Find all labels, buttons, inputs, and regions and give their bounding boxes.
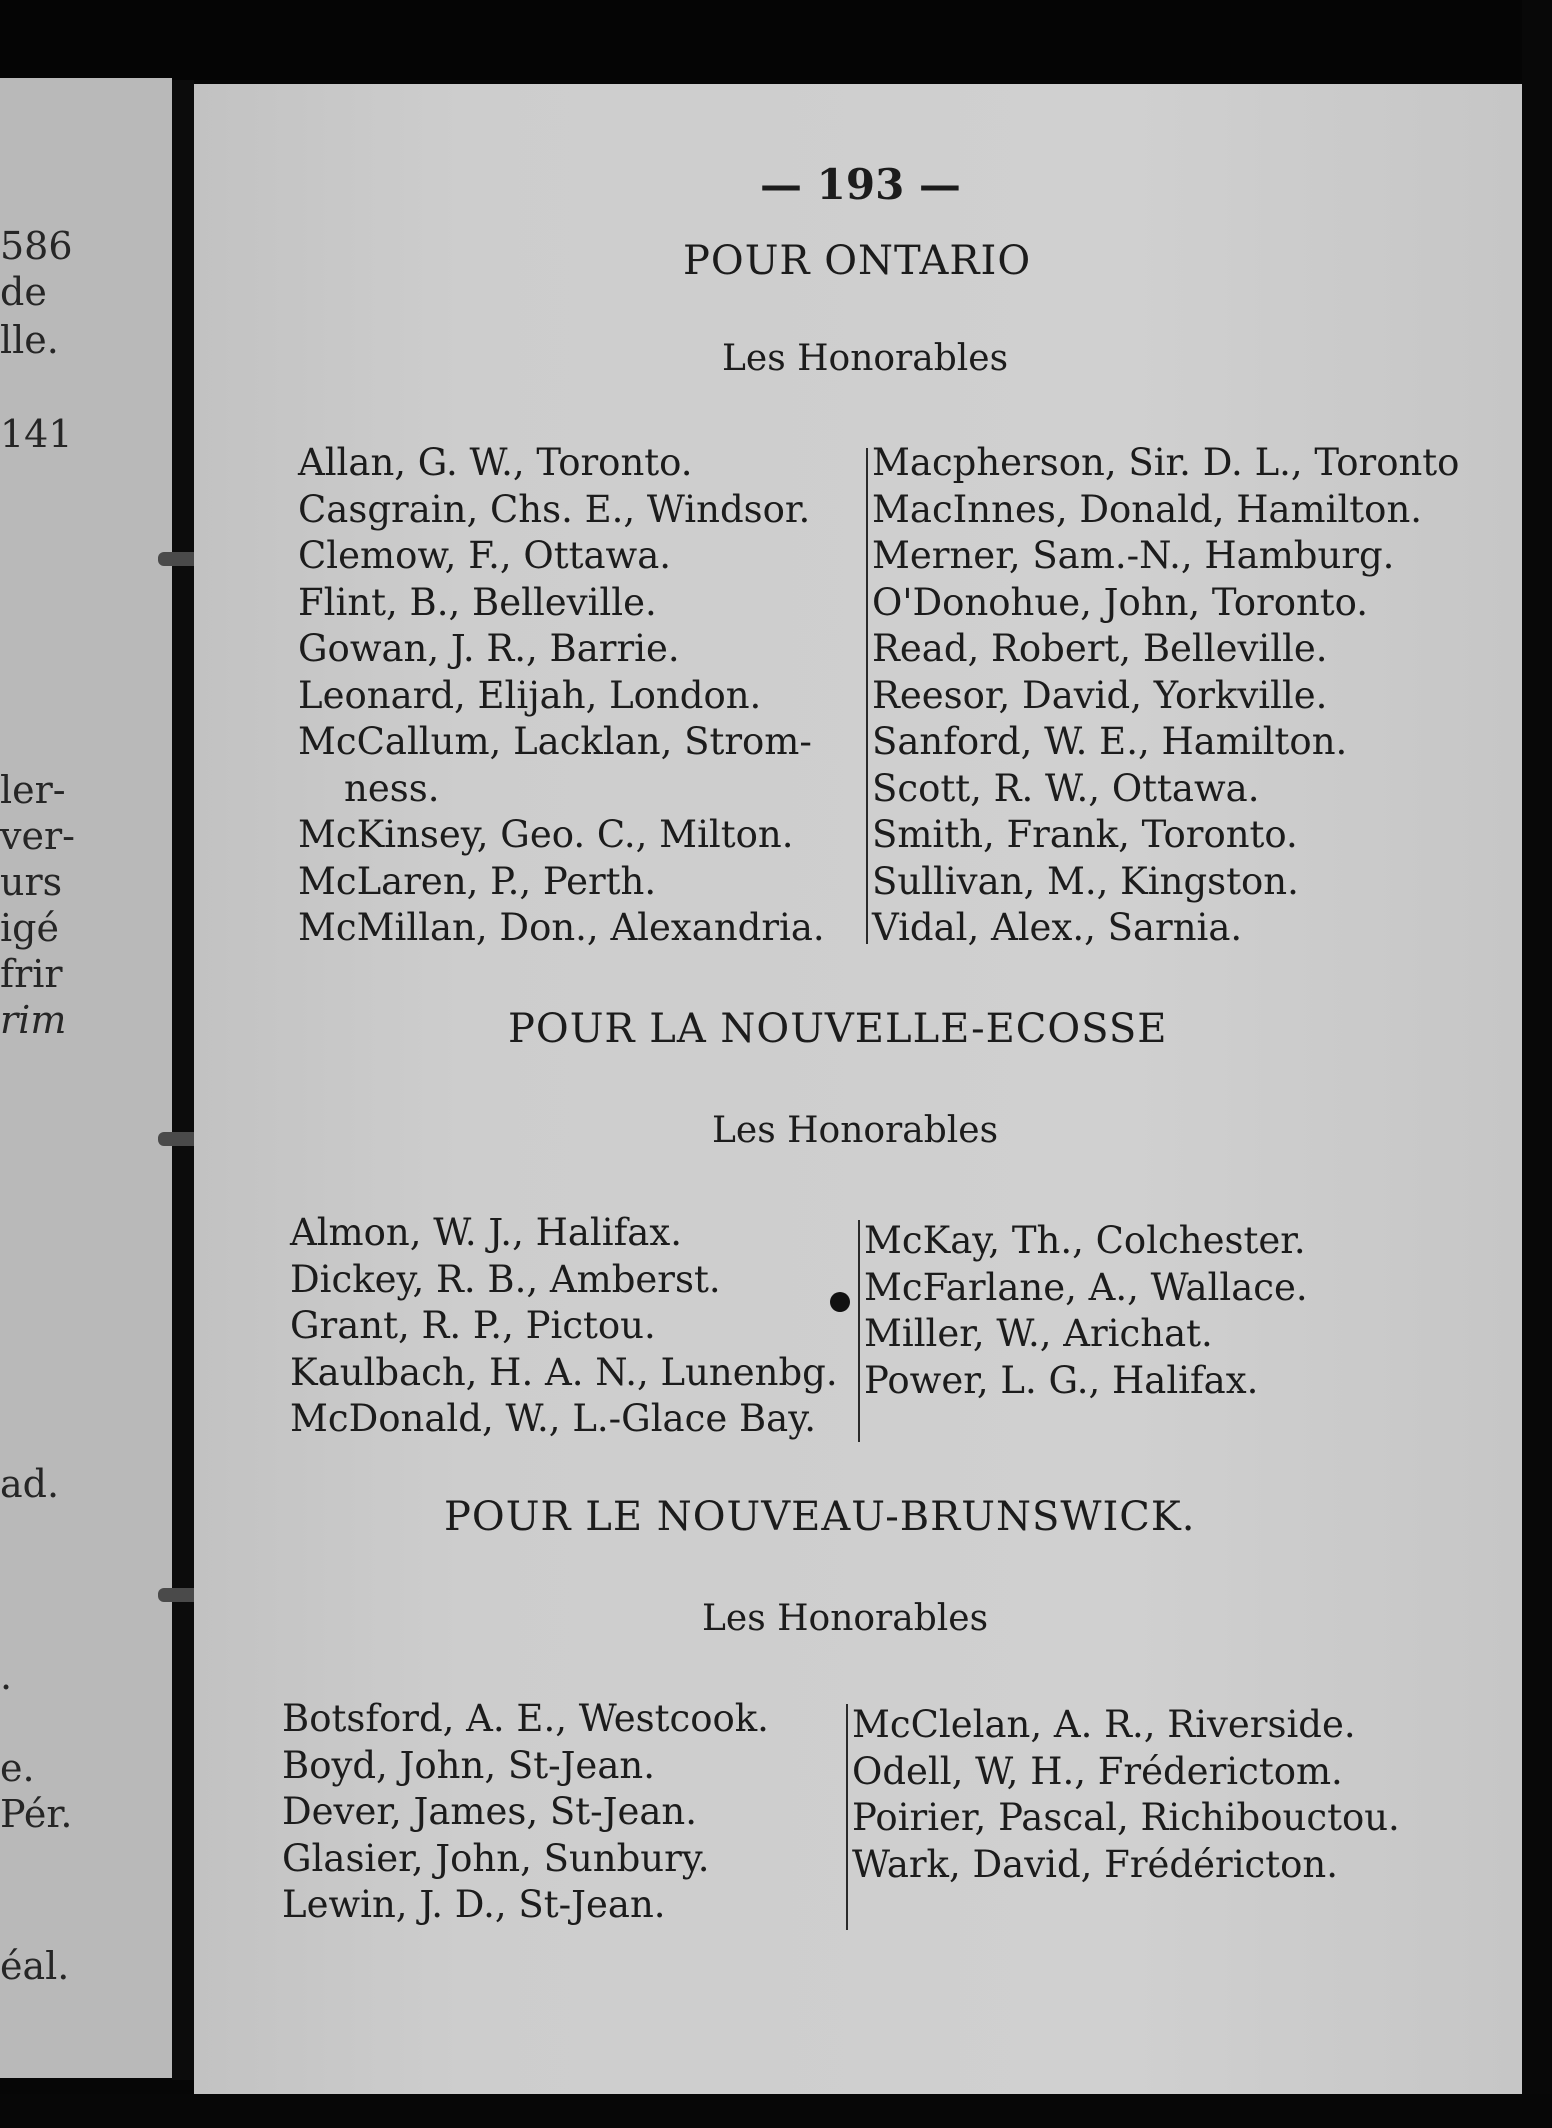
list-item: ness.: [344, 766, 440, 810]
facing-page-fragment: igé: [0, 906, 59, 950]
scan-bottom-border: [0, 2094, 1552, 2128]
facing-page-fragment: urs: [0, 860, 63, 904]
names-column-right: [864, 1218, 1308, 1404]
list-item: Casgrain, Chs. E., Windsor.: [298, 487, 811, 531]
names-column-left: [290, 1210, 838, 1443]
list-item: McClelan, A. R., Riverside.: [852, 1703, 1356, 1746]
list-item: Scott, R. W., Ottawa.: [872, 766, 1260, 810]
facing-page-fragment: de: [0, 270, 47, 314]
list-item: Allan, G. W., Toronto.: [298, 441, 693, 484]
list-item: Dickey, R. B., Amberst.: [290, 1257, 721, 1301]
section-subtitle: Les Honorables: [712, 1110, 999, 1151]
list-item: Odell, W, H., Fréderictom.: [852, 1749, 1343, 1793]
list-item: Read, Robert, Belleville.: [872, 627, 1328, 670]
list-item: Boyd, John, St-Jean.: [282, 1743, 655, 1787]
list-item: Merner, Sam.-N., Hamburg.: [872, 534, 1395, 577]
list-item: McKay, Th., Colchester.: [864, 1219, 1306, 1262]
names-column-right: [872, 440, 1459, 952]
list-item: Flint, B., Belleville.: [298, 580, 657, 624]
section-title: POUR ONTARIO: [683, 238, 1032, 284]
section-title: POUR LA NOUVELLE-ECOSSE: [508, 1006, 1168, 1052]
facing-page-fragment: frir: [0, 952, 63, 996]
list-item: Poirier, Pascal, Richibouctou.: [852, 1796, 1400, 1839]
list-item: Botsford, A. E., Westcook.: [282, 1697, 769, 1740]
list-item: Reesor, David, Yorkville.: [872, 673, 1328, 717]
scan-top-border: [0, 0, 1552, 80]
list-item: Smith, Frank, Toronto.: [872, 813, 1298, 856]
list-item: Sullivan, M., Kingston.: [872, 859, 1299, 903]
list-item: Glasier, John, Sunbury.: [282, 1836, 710, 1880]
facing-page-fragment: 586: [0, 224, 73, 268]
column-divider: [866, 448, 868, 944]
list-item: Grant, R. P., Pictou.: [290, 1304, 656, 1347]
list-item: Miller, W., Arichat.: [864, 1312, 1213, 1355]
facing-page-edge: [0, 78, 172, 2078]
list-item: Wark, David, Frédéricton.: [852, 1842, 1338, 1886]
scan-right-border: [1522, 0, 1552, 2128]
list-item: Dever, James, St-Jean.: [282, 1790, 697, 1833]
names-column-right: [852, 1702, 1400, 1888]
list-item: Sanford, W. E., Hamilton.: [872, 720, 1348, 763]
list-item: McCallum, Lacklan, Strom-: [298, 720, 812, 763]
facing-page-fragment: .: [0, 1654, 13, 1698]
ink-spot: [830, 1292, 850, 1312]
list-item: O'Donohue, John, Toronto.: [872, 580, 1369, 624]
column-divider: [846, 1704, 848, 1930]
facing-page-fragment: ler-: [0, 768, 66, 812]
list-item: McDonald, W., L.-Glace Bay.: [290, 1397, 816, 1440]
list-item: MacInnes, Donald, Hamilton.: [872, 487, 1423, 531]
list-item: Lewin, J. D., St-Jean.: [282, 1883, 666, 1926]
list-item: Gowan, J. R., Barrie.: [298, 627, 680, 670]
names-column-left: [282, 1696, 769, 1929]
list-item: Leonard, Elijah, London.: [298, 673, 762, 717]
section-title: POUR LE NOUVEAU-BRUNSWICK.: [444, 1494, 1196, 1540]
list-item: McMillan, Don., Alexandria.: [298, 906, 825, 949]
list-item: McLaren, P., Perth.: [298, 859, 657, 903]
list-item: Kaulbach, H. A. N., Lunenbg.: [290, 1350, 838, 1394]
list-item: Macpherson, Sir. D. L., Toronto: [872, 441, 1460, 484]
facing-page-fragment: ver-: [0, 814, 75, 858]
list-item: McKinsey, Geo. C., Milton.: [298, 813, 794, 856]
page-number: — 193 —: [760, 160, 961, 209]
names-column-left: [298, 440, 825, 952]
list-item: Almon, W. J., Halifax.: [290, 1211, 682, 1254]
list-item: Vidal, Alex., Sarnia.: [872, 906, 1243, 949]
section-subtitle: Les Honorables: [722, 338, 1009, 379]
list-item: Clemow, F., Ottawa.: [298, 534, 672, 577]
list-item: McFarlane, A., Wallace.: [864, 1265, 1308, 1309]
book-binding: [172, 80, 194, 2080]
facing-page-fragment: rim: [0, 998, 67, 1042]
facing-page-fragment: éal.: [0, 1944, 70, 1988]
facing-page-fragment: 141: [0, 412, 73, 456]
facing-page-fragment: lle.: [0, 318, 59, 362]
facing-page-fragment: ad.: [0, 1462, 60, 1506]
facing-page-fragment: Pér.: [0, 1792, 73, 1836]
column-divider: [858, 1220, 860, 1442]
facing-page-fragment: e.: [0, 1746, 35, 1790]
section-subtitle: Les Honorables: [702, 1598, 989, 1639]
list-item: Power, L. G., Halifax.: [864, 1358, 1259, 1402]
